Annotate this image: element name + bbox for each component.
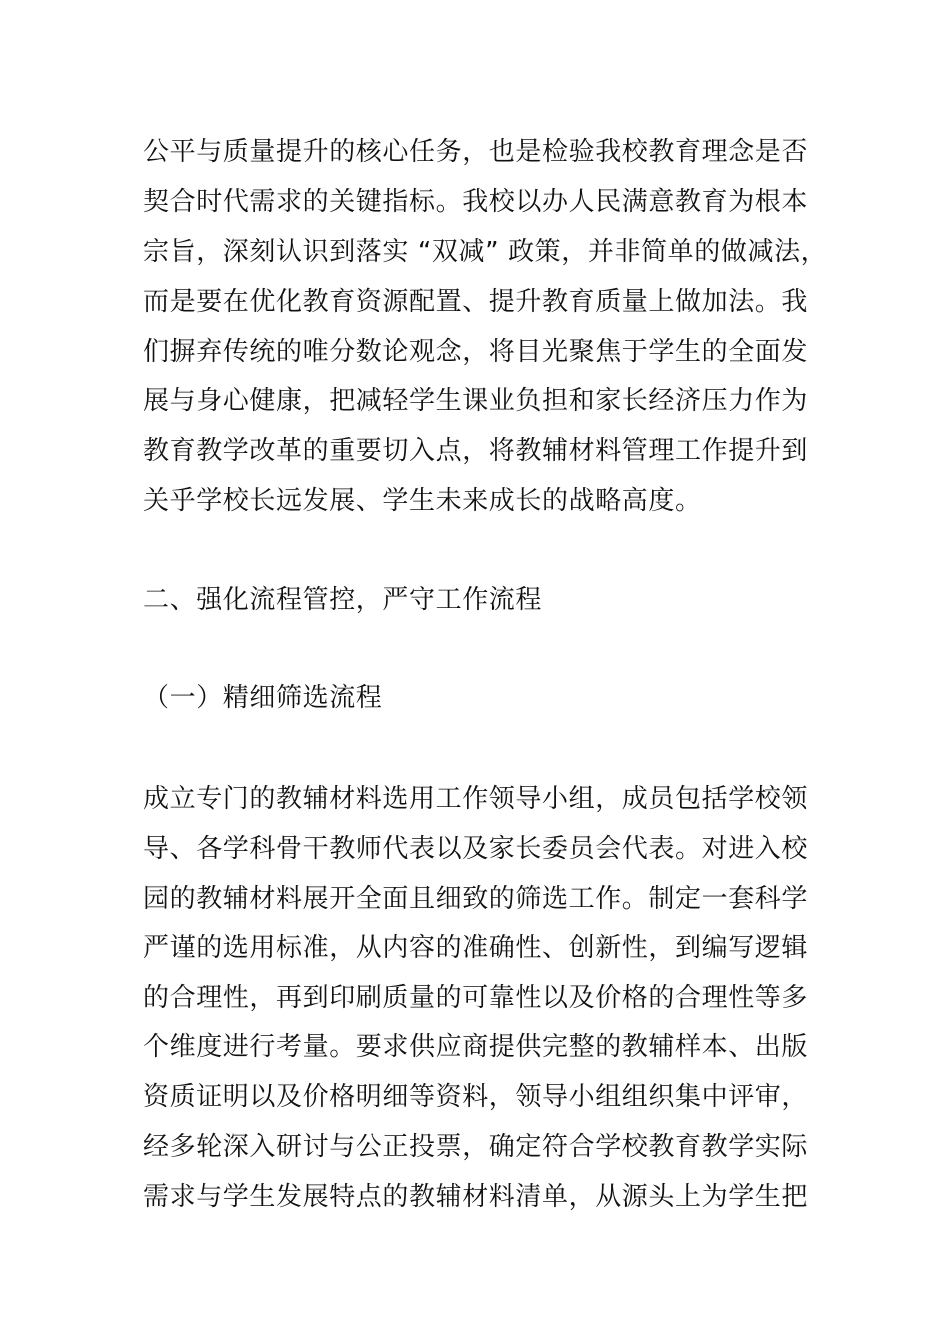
text-line: 园的教辅材料展开全面且细致的筛选工作。制定一套科学 [143, 884, 809, 914]
text-line: 成立专门的教辅材料选用工作领导小组，成员包括学校领 [143, 784, 809, 814]
text-line: 的合理性，再到印刷质量的可靠性以及价格的合理性等多 [143, 983, 809, 1013]
text-line: 们摒弃传统的唯分数论观念，将目光聚焦于学生的全面发 [143, 337, 809, 367]
text-line: 宗旨，深刻认识到落实 “双减” 政策，并非简单的做减法， [143, 237, 828, 267]
text-line: 教育教学改革的重要切入点，将教辅材料管理工作提升到 [143, 436, 809, 466]
text-line: 经多轮深入研讨与公正投票，确定符合学校教育教学实际 [143, 1132, 809, 1162]
text-line: 而是要在优化教育资源配置、提升教育质量上做加法。我 [143, 287, 809, 317]
section-heading: 二、强化流程管控，严守工作流程 [143, 585, 543, 615]
text-line: 契合时代需求的关键指标。我校以办人民满意教育为根本 [143, 187, 809, 217]
text-line: 公平与质量提升的核心任务，也是检验我校教育理念是否 [143, 137, 809, 167]
text-line: 资质证明以及价格明细等资料，领导小组组织集中评审， [143, 1082, 809, 1112]
text-line: 展与身心健康，把减轻学生课业负担和家长经济压力作为 [143, 386, 809, 416]
text-line: 关乎学校长远发展、学生未来成长的战略高度。 [143, 486, 702, 516]
text-line: 需求与学生发展特点的教辅材料清单，从源头上为学生把 [143, 1182, 809, 1212]
text-line: 严谨的选用标准，从内容的准确性、创新性，到编写逻辑 [143, 933, 809, 963]
text-line: 个维度进行考量。要求供应商提供完整的教辅样本、出版 [143, 1032, 809, 1062]
text-line: 导、各学科骨干教师代表以及家长委员会代表。对进入校 [143, 834, 809, 864]
subsection-heading: （一）精细筛选流程 [143, 683, 383, 713]
